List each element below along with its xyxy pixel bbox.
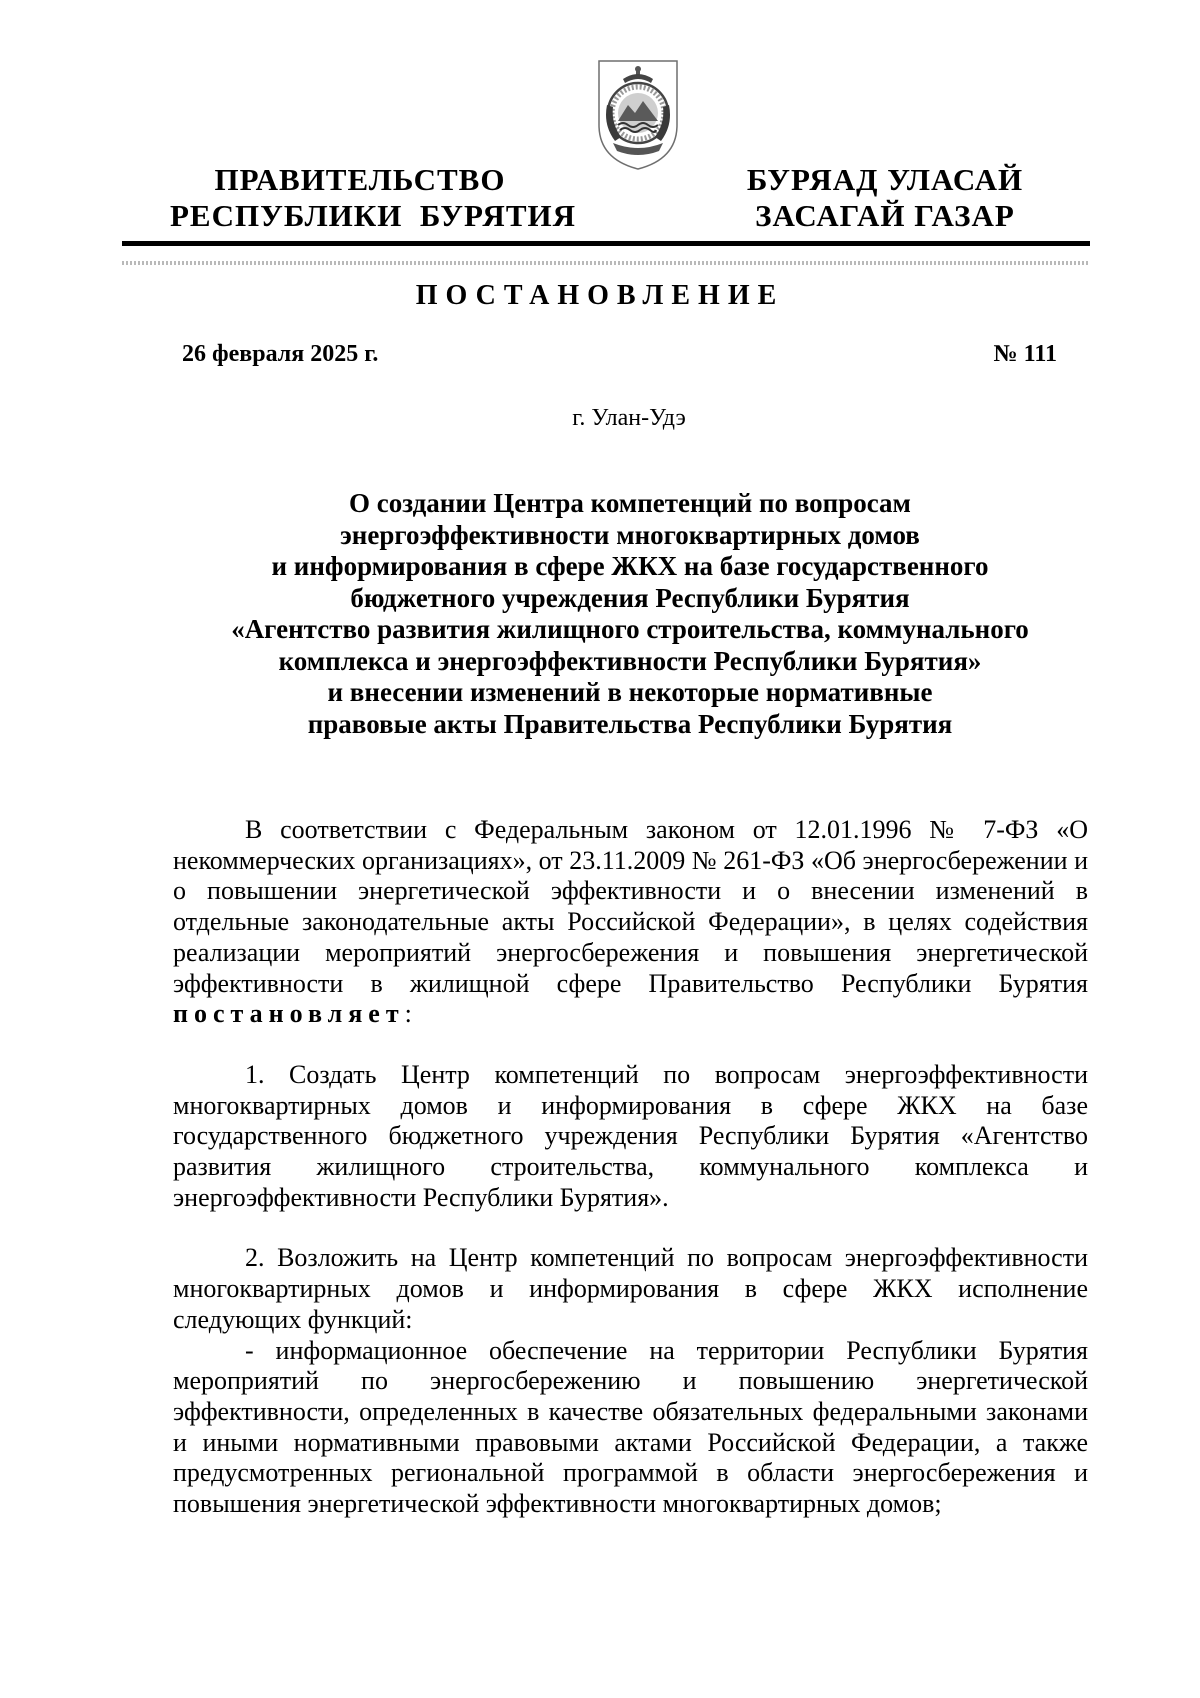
- preamble-end: :: [404, 999, 412, 1029]
- document-title: [170, 488, 1090, 740]
- document-body: [173, 815, 1088, 1520]
- government-name-ru-line2: РЕСПУБЛИКИ БУРЯТИЯ: [170, 198, 577, 233]
- document-number: № 111: [993, 341, 1057, 367]
- document-city: г. Улан-Удэ: [572, 405, 686, 431]
- government-name-ru-line1: ПРАВИТЕЛЬСТВО: [214, 162, 506, 197]
- government-name-buryat: [740, 162, 1030, 234]
- header-divider-thick: [122, 241, 1090, 246]
- document-date: 26 февраля 2025 г.: [182, 341, 379, 367]
- title-line: комплекса и энергоэффективности Республики Бурятия»: [278, 645, 982, 676]
- item-1-paragraph: 1. Создать Центр компетенций по вопросам энергоэффективности многоквартирных домов и информирования в сфере ЖКХ на базе государственного бюджетного учреждения Республики Бурятия «Агентство развития жилищного строительства, коммунального комплекса и энергоэффективности Республики Бурятия».: [173, 1059, 1088, 1212]
- government-name-bua-line2: ЗАСАГАЙ ГАЗАР: [755, 198, 1015, 233]
- document-type: ПОСТАНОВЛЕНИЕ: [415, 280, 785, 311]
- title-line: правовые акты Правительства Республики Бурятия: [307, 708, 953, 739]
- item-2-bullet-1: - информационное обеспечение на территории Республики Бурятия мероприятий по энергосбережению и повышению энергетической эффективности, определенных в качестве обязательных федеральными законами и иными нормативными правовыми актами Российской Федерации, а также предусмотренных региональной программой в области энергосбережения и повышения энергетической эффективности многоквартирных домов;: [173, 1335, 1088, 1519]
- title-line: энергоэффективности многоквартирных домов: [340, 519, 920, 550]
- title-line: бюджетного учреждения Республики Бурятия: [350, 582, 910, 613]
- preamble-text: В соответствии с Федеральным законом от 12.01.1996 № 7-ФЗ «О некоммерческих организациях», от 23.11.2009 № 261-ФЗ «Об энергосбережении и о повышении энергетической эффективности и о внесении изменений в отдельные законодательные акты Российской Федерации», в целях содействия реализации мероприятий энергосбережения и повышения энергетической эффективности в жилищной сфере Правительство Республики Бурятия: [173, 815, 1088, 998]
- preamble-paragraph: [173, 815, 1088, 1030]
- title-line: и внесении изменений в некоторые нормативные: [327, 677, 933, 707]
- coat-of-arms-buryatia-icon: [593, 55, 683, 173]
- title-line: «Агентство развития жилищного строительства, коммунального: [231, 614, 1029, 644]
- title-line: О создании Центра компетенций по вопросам: [349, 488, 911, 518]
- title-line: и информирования в сфере ЖКХ на базе государственного: [271, 551, 989, 581]
- decree-word: постановляет: [173, 999, 405, 1029]
- government-name-russian: [170, 162, 577, 234]
- header-divider-thin: [122, 261, 1090, 265]
- item-2-paragraph: 2. Возложить на Центр компетенций по вопросам энергоэффективности многоквартирных домов и информирования в сфере ЖКХ исполнение следующих функций:: [173, 1243, 1088, 1334]
- government-name-bua-line1: БУРЯАД УЛАСАЙ: [746, 162, 1024, 197]
